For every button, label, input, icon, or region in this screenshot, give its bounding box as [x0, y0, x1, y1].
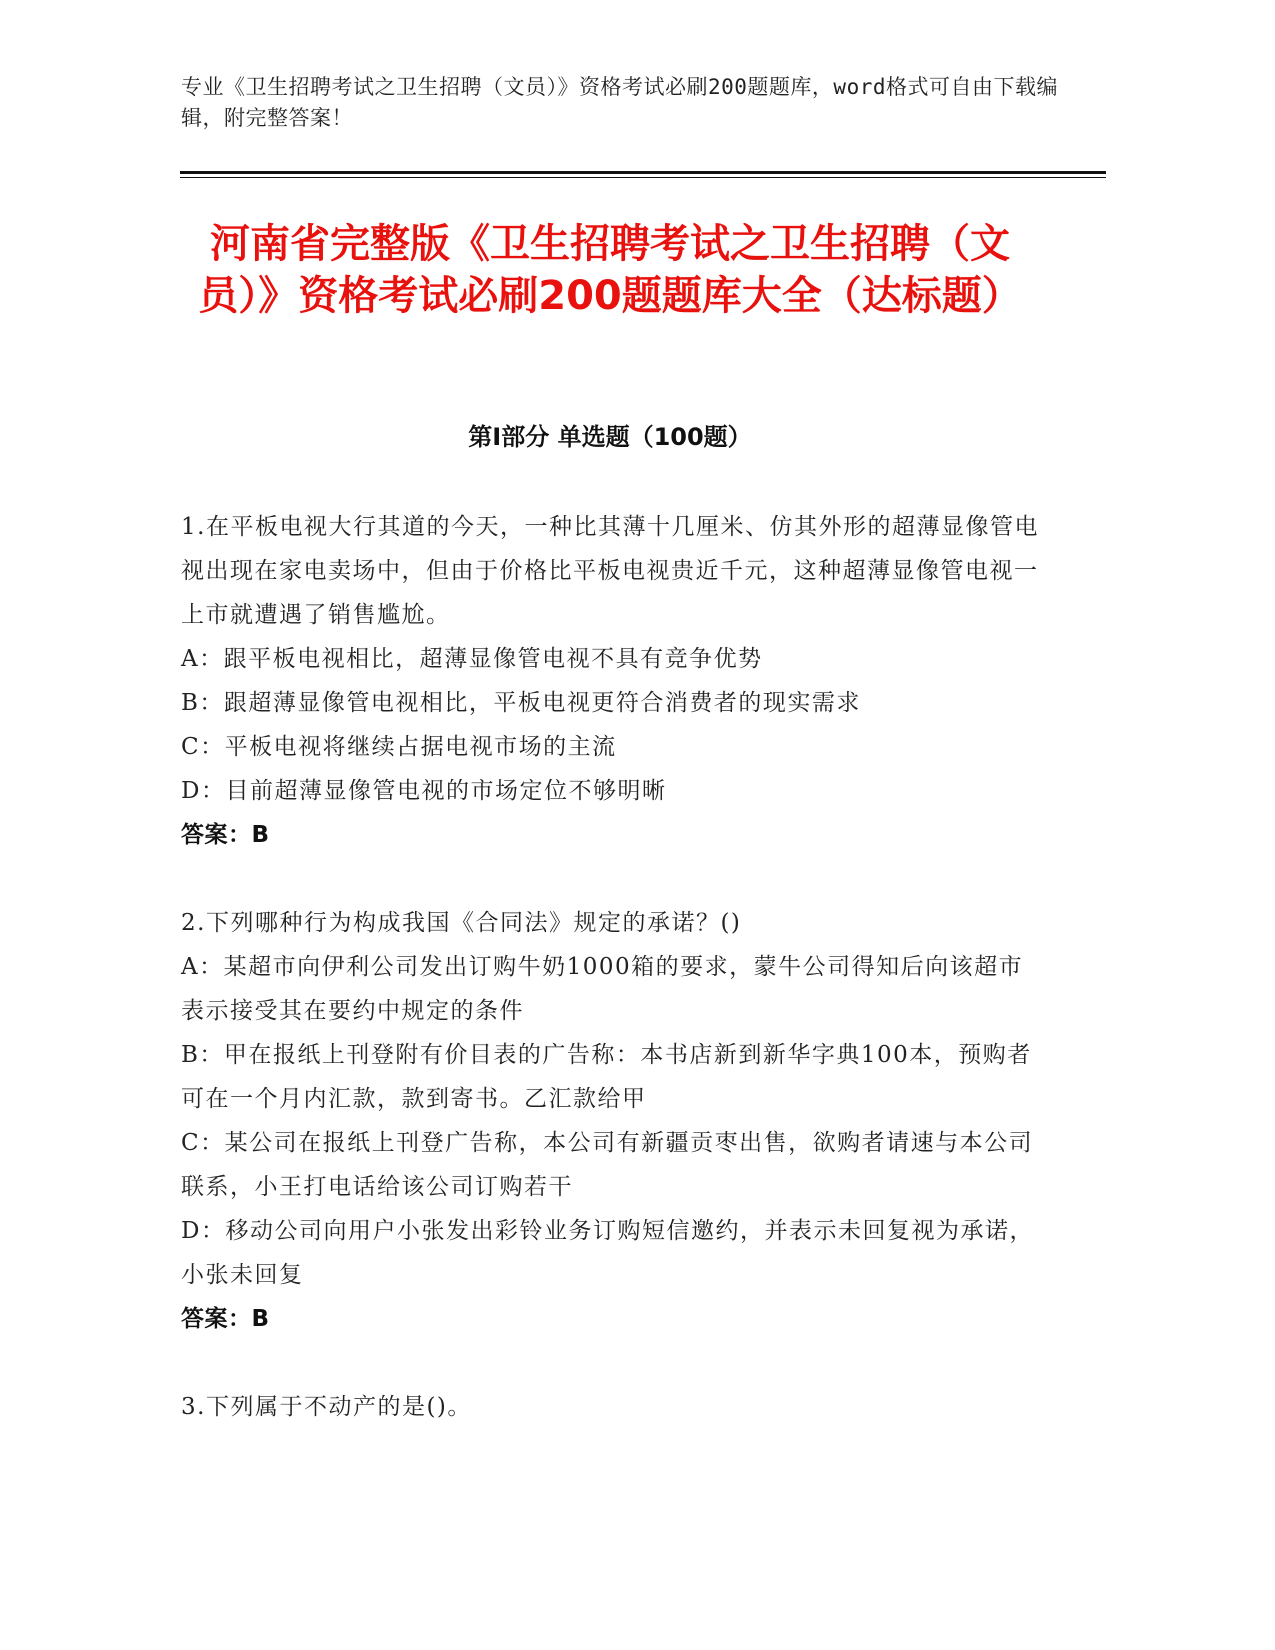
- option-c: C：平板电视将继续占据电视市场的主流: [181, 734, 617, 760]
- option-c: C：某公司在报纸上刊登广告称，本公司有新疆贡枣出售，欲购者请速与本公司联系，小王打电话给该公司订购若干: [181, 1130, 1034, 1200]
- option-b: B：甲在报纸上刊登附有价目表的广告称：本书店新到新华字典100本，预购者可在一个月内汇款，款到寄书。乙汇款给甲: [181, 1042, 1032, 1112]
- option-d: D：目前超薄显像管电视的市场定位不够明晰: [181, 778, 667, 804]
- section-heading: 第I部分 单选题（100题）: [468, 423, 752, 451]
- question-3: [181, 1385, 1041, 1429]
- answer-label: 答案：B: [181, 822, 270, 848]
- header-divider-thick: [180, 171, 1106, 174]
- question-2: [181, 901, 1041, 1341]
- option-a: A：跟平板电视相比，超薄显像管电视不具有竞争优势: [181, 646, 763, 672]
- option-d: D：移动公司向用户小张发出彩铃业务订购短信邀约，并表示未回复视为承诺，小张未回复: [181, 1218, 1034, 1288]
- option-a: A：某超市向伊利公司发出订购牛奶1000箱的要求，蒙牛公司得知后向该超市表示接受其在要约中规定的条件: [181, 954, 1024, 1024]
- question-list: [181, 505, 1041, 1473]
- header-divider-thin: [180, 177, 1106, 178]
- question-text: 1.在平板电视大行其道的今天，一种比其薄十几厘米、仿其外形的超薄显像管电视出现在家电卖场中，但由于价格比平板电视贵近千元，这种超薄显像管电视一上市就遭遇了销售尴尬。: [181, 514, 1039, 628]
- question-1: [181, 505, 1041, 857]
- option-b: B：跟超薄显像管电视相比，平板电视更符合消费者的现实需求: [181, 690, 861, 716]
- question-text: 3.下列属于不动产的是()。: [181, 1394, 472, 1420]
- document-title: 河南省完整版《卫生招聘考试之卫生招聘（文员）》资格考试必刷200题题库大全（达标题）: [198, 221, 1022, 319]
- answer-label: 答案：B: [181, 1306, 270, 1332]
- header-note: 专业《卫生招聘考试之卫生招聘（文员）》资格考试必刷200题题库，word格式可自由下载编辑，附完整答案！: [181, 75, 1058, 130]
- question-text: 2.下列哪种行为构成我国《合同法》规定的承诺？(): [181, 910, 742, 936]
